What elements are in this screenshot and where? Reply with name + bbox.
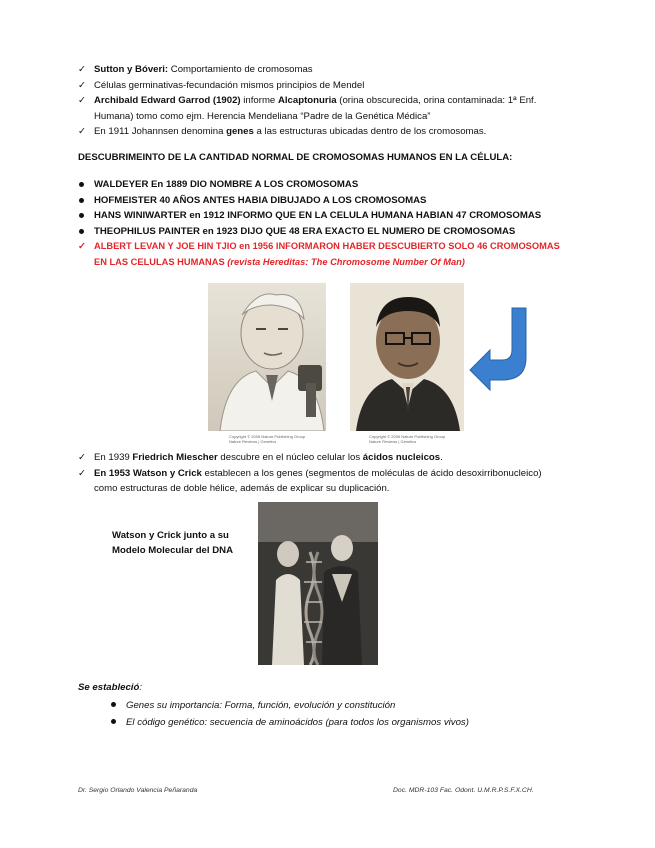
item-text: . [440, 452, 443, 463]
item-bold: En 1953 Watson y Crick [94, 467, 202, 479]
item-text: Células germinativas-fecundación mismos principios de Mendel [94, 79, 365, 91]
footer-document-code: Doc. MDR-103 Fac. Odont. U.M.R.P.S.F.X.CH. [393, 787, 534, 794]
item-bold: Archibald Edward Garrod (1902) [94, 95, 241, 107]
highlight-citation: (revista Hereditas: The Chromosome Number Of Man) [224, 256, 465, 267]
item-bold: Sutton y Bóveri: [94, 64, 169, 75]
established-colon: : [139, 682, 142, 693]
list-item [78, 78, 598, 94]
intro-list [78, 62, 598, 140]
photo-label [112, 528, 262, 558]
watson-crick-photo [258, 502, 378, 665]
item-text: Genes su importancia: Forma, función, evolución y constitución [126, 700, 396, 711]
list-item [78, 224, 608, 240]
discovery-list [78, 177, 608, 271]
list-item [78, 62, 598, 78]
check-icon: ✓ [78, 64, 87, 75]
item-bold: ácidos nucleicos [362, 452, 441, 463]
item-text: a las estructuras ubicadas dentro de los cromosomas. [253, 126, 487, 138]
list-item [78, 177, 608, 193]
established-label: Se estableció [78, 682, 140, 693]
list-item-continuation [78, 481, 598, 497]
item-text: WALDEYER En 1889 DIO NOMBRE A LOS CROMOSOMAS [94, 179, 359, 190]
dna-list [78, 450, 598, 497]
item-text: HANS WINIWARTER en 1912 INFORMO QUE EN LA CELULA HUMANA HABIAN 47 CROMOSOMAS [94, 210, 542, 222]
photo-label-line: Modelo Molecular del DNA [112, 545, 233, 556]
section-heading: DESCUBRIMEINTO DE LA CANTIDAD NORMAL DE CROMOSOMAS HUMANOS EN LA CÉLULA: [78, 152, 513, 163]
check-icon: ✓ [78, 126, 87, 138]
highlight-text: EN LAS CELULAS HUMANAS [94, 256, 225, 267]
list-item [110, 714, 540, 731]
item-text: (orina obscurecida, orina contaminada: 1ª Enf. [336, 95, 537, 107]
established-heading [78, 682, 142, 693]
item-text: informe [240, 95, 278, 107]
check-icon: ✓ [78, 241, 86, 252]
item-text: HOFMEISTER 40 AÑOS ANTES HABIA DIBUJADO A LOS CROMOSOMAS [94, 194, 427, 206]
portrait-illustration [350, 283, 464, 431]
curved-arrow-icon [468, 306, 534, 392]
check-icon: ✓ [78, 79, 87, 91]
portrait-photo-tjio [350, 283, 464, 431]
list-item-highlight [78, 239, 608, 270]
footer-author: Dr. Sergio Orlando Valencia Peñaranda [78, 787, 198, 794]
highlight-text: ALBERT LEVAN Y JOE HIN TJIO en 1956 INFORMARON HABER DESCUBIERTO SOLO 46 CROMOSOMAS [94, 241, 560, 252]
photo-caption-right: Copyright © 2006 Nature Publishing Group Nature Reviews | Genetics [369, 434, 446, 444]
item-text: establecen a los genes (segmentos de moléculas de ácido desoxirribonucleico) [201, 467, 542, 479]
list-item [78, 193, 608, 209]
item-text: En 1911 Johannsen denomina [94, 126, 227, 138]
item-text: En 1939 [94, 452, 133, 463]
list-item [110, 697, 540, 714]
photo-label-line: Watson y Crick junto a su [112, 530, 229, 541]
portrait-photo-levan [208, 283, 326, 431]
photo-caption-left: Copyright © 2006 Nature Publishing Group Nature Reviews | Genetics [229, 434, 306, 444]
list-item [78, 124, 598, 140]
item-bold: genes [226, 126, 254, 138]
item-bold: Friedrich Miescher [132, 452, 218, 463]
item-text: descubre en el núcleo celular los [217, 452, 363, 463]
check-icon: ✓ [78, 467, 87, 479]
established-list [110, 697, 540, 731]
watson-crick-illustration [258, 502, 378, 665]
check-icon: ✓ [78, 95, 87, 107]
list-item [78, 450, 598, 466]
item-text: Comportamiento de cromosomas [168, 64, 313, 75]
portrait-illustration [208, 283, 326, 431]
item-text: THEOPHILUS PAINTER en 1923 DIJO QUE 48 ERA EXACTO EL NUMERO DE CROMOSOMAS [94, 225, 516, 237]
item-text: Humana) tomo como ejm. Herencia Mendeliana “Padre de la Genética Médica” [94, 110, 431, 122]
item-bold: Alcaptonuria [277, 95, 337, 107]
item-text: como estructuras de doble hélice, además de explicar su duplicación. [94, 483, 390, 495]
check-icon: ✓ [78, 452, 87, 463]
list-item [78, 208, 608, 224]
list-item [78, 466, 598, 482]
item-text: El código genético: secuencia de aminoácidos (para todos los organismos vivos) [126, 717, 469, 728]
list-item [78, 93, 598, 109]
list-item-continuation [78, 109, 598, 125]
